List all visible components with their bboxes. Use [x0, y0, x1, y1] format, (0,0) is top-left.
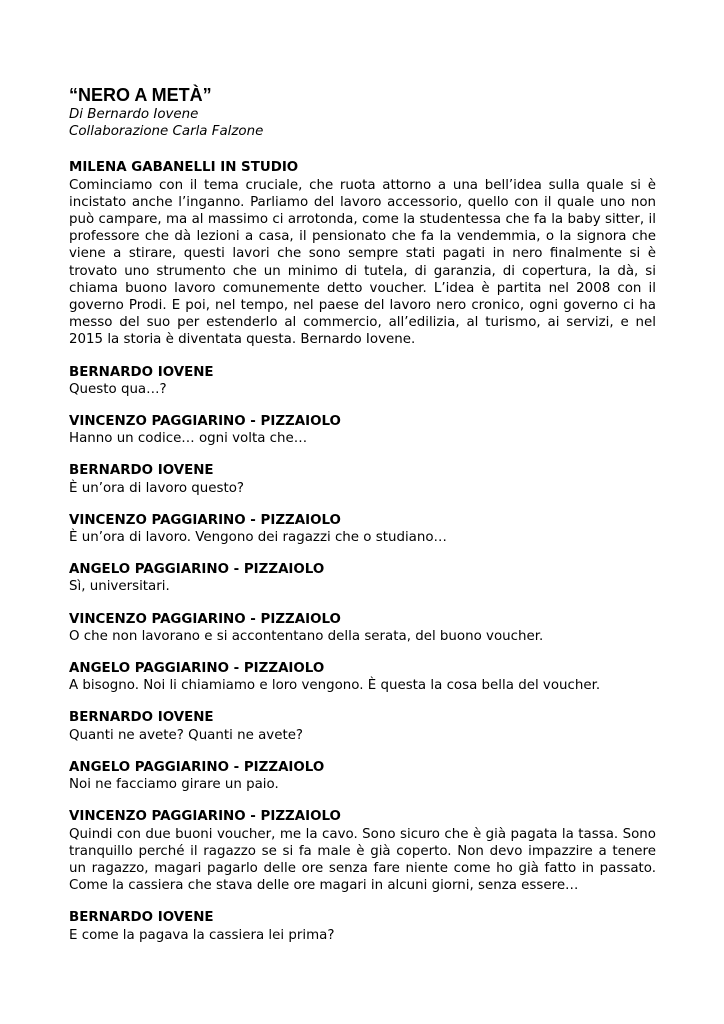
dialogue-block [69, 512, 656, 546]
dialogue-block [69, 709, 656, 743]
speech-text: È un’ora di lavoro questo? [69, 480, 245, 496]
speaker-name: ANGELO PAGGIARINO - PIZZAIOLO [69, 562, 325, 578]
speaker-name: BERNARDO IOVENE [69, 463, 214, 479]
speaker-name: BERNARDO IOVENE [69, 910, 214, 926]
speech-text: Quanti ne avete? Quanti ne avete? [69, 727, 304, 743]
author-line: Di Bernardo Iovene [69, 107, 199, 122]
speech-text: È un’ora di lavoro. Vengono dei ragazzi che o studiano… [69, 530, 447, 546]
dialogue-block [69, 413, 656, 447]
speech-text: A bisogno. Noi li chiamiamo e loro vengono. È questa la cosa bella del voucher. [69, 678, 601, 694]
speaker-name: BERNARDO IOVENE [69, 710, 214, 726]
speaker-name: BERNARDO IOVENE [69, 364, 214, 380]
speech-text: Sì, universitari. [69, 579, 170, 595]
dialogue-block [69, 364, 656, 398]
dialogue-block [69, 909, 656, 943]
collaboration-line: Collaborazione Carla Falzone [69, 124, 264, 140]
dialogue-block [69, 159, 656, 348]
speech-text: Questo qua…? [69, 381, 167, 397]
speaker-name: VINCENZO PAGGIARINO - PIZZAIOLO [69, 809, 341, 825]
speaker-name: MILENA GABANELLI IN STUDIO [69, 160, 299, 176]
dialogue-block [69, 660, 656, 694]
speech-text: Noi ne facciamo girare un paio. [69, 777, 279, 793]
speaker-name: ANGELO PAGGIARINO - PIZZAIOLO [69, 759, 325, 775]
dialogue-block [69, 462, 656, 496]
speech-text: Hanno un codice… ogni volta che… [69, 431, 308, 447]
speaker-name: VINCENZO PAGGIARINO - PIZZAIOLO [69, 414, 341, 430]
document-title: “NERO A METÀ” [69, 85, 212, 105]
document-page [69, 84, 656, 944]
speaker-name: VINCENZO PAGGIARINO - PIZZAIOLO [69, 512, 341, 528]
speech-text: Quindi con due buoni voucher, me la cavo. Sono sicuro che è già pagata la tassa. Sono tranquillo perché il ragazzo se si fa male è già coperto. Non devo impazzire a tenere un ragazzo, magari pagarlo delle ore senza fare niente come ho già fatto in passato. Come la cassiera che stava delle ore magari in alcuni giorni, senza essere… [69, 826, 656, 894]
speech-text: Cominciamo con il tema cruciale, che ruota attorno a una bell’idea sulla quale si è incistato anche l’inganno. Parliamo del lavoro accessorio, quello con il quale uno non può campare, ma al massimo ci arrotonda, come la studentessa che fa la baby sitter, il professore che dà lezioni a casa, il pensionato che fa la vendemmia, o la signora che viene a stirare, questi lavori che sono sempre stati pagati in nero finalmente si è trovato uno strumento che un minimo di tutela, di garanzia, di copertura, la dà, si chiama buono lavoro comunemente detto voucher. L’idea è partita nel 2008 con il governo Prodi. E poi, nel tempo, nel paese del lavoro nero cronico, ogni governo ci ha messo del suo per estenderlo al commercio, all’edilizia, al turismo, ai servizi, e nel 2015 la storia è diventata questa. Bernardo Iovene. [69, 177, 656, 348]
dialogue-block [69, 561, 656, 595]
speaker-name: VINCENZO PAGGIARINO - PIZZAIOLO [69, 611, 341, 627]
dialogue-block [69, 808, 656, 894]
speech-text: E come la pagava la cassiera lei prima? [69, 927, 335, 943]
dialogue-block [69, 759, 656, 793]
speaker-name: ANGELO PAGGIARINO - PIZZAIOLO [69, 661, 325, 677]
speech-text: O che non lavorano e si accontentano della serata, del buono voucher. [69, 628, 544, 644]
dialogue-block [69, 611, 656, 645]
